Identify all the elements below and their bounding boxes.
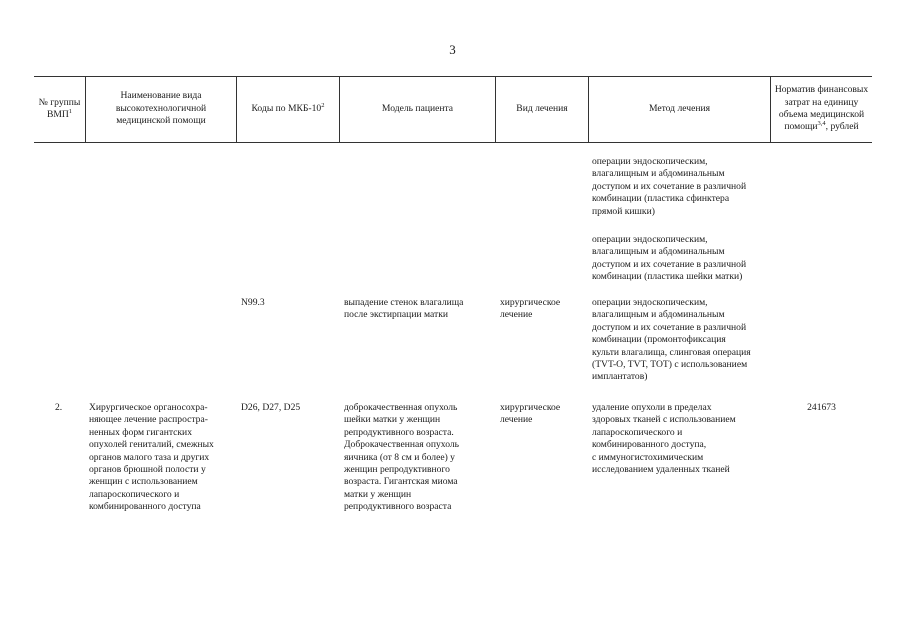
patient-model-cell: доброкачественная опухоль шейки матки у женщин репродуктивного возраста. Доброкачественная опухоль яичника (от 8 см и более) у женщин репродуктивного возраста. Гигантская миома матки у женщин репродуктивного возраста: [344, 402, 460, 513]
header-icd-codes: Коды по МКБ-$10^2$: [251, 101, 325, 114]
group-number-cell: 2.: [55, 402, 63, 413]
financial-norm-cell: 241673: [807, 402, 836, 413]
icd-codes-cell: D26, D27, D25: [241, 402, 301, 413]
header-bottom-rule: [34, 142, 872, 143]
care-type-name-cell: Хирургическое органосохра- няющее лечение распростра- ненных форм гигантских опухолей гениталий, смежных органов малого таза и других органов брюшной полости у женщин с использованием лапароскопического и комбинированного доступа: [89, 402, 214, 513]
icd-codes-cell: N99.3: [241, 297, 265, 308]
header-care-type-name: Наименование вида высокотехнологичной медицинской помощи: [115, 90, 207, 127]
header-financial-norm: Норматив финансовых затрат на единицу объема медицинской помощи$^{3,4}$, рублей: [774, 84, 869, 133]
header-treatment-method: Метод лечения: [648, 102, 711, 114]
method-cell-cervix-plasty: операции эндоскопическим, влагалищным и абдоминальным доступом и их сочетание в различной комбинации (пластика шейки матки): [592, 234, 747, 283]
header-group-number: № группы ВМП$^1$: [38, 96, 81, 120]
header-treatment-type: Вид лечения: [516, 102, 568, 114]
treatment-type-cell: хирургическое лечение: [500, 402, 561, 426]
patient-model-cell: выпадение стенок влагалища после экстирпации матки: [344, 297, 464, 321]
header-patient-model: Модель пациента: [381, 102, 454, 114]
treatment-method-cell: операции эндоскопическим, влагалищным и абдоминальным доступом и их сочетание в различной комбинации (промонтофиксация культи влагалища, слинговая операция (TVT-O, TVT, TOT) с использованием имплантатов): [592, 297, 751, 383]
method-cell-sphincter-plasty: операции эндоскопическим, влагалищным и абдоминальным доступом и их сочетание в различной комбинации (пластика сфинктера прямой кишки): [592, 156, 747, 217]
page-number: 3: [449, 42, 456, 57]
treatment-type-cell: хирургическое лечение: [500, 297, 561, 321]
treatment-method-cell: удаление опухоли в пределах здоровых тканей с использованием лапароскопического и комбинированного доступа, с иммуногистохимическим исследованием удаленных тканей: [592, 402, 736, 476]
